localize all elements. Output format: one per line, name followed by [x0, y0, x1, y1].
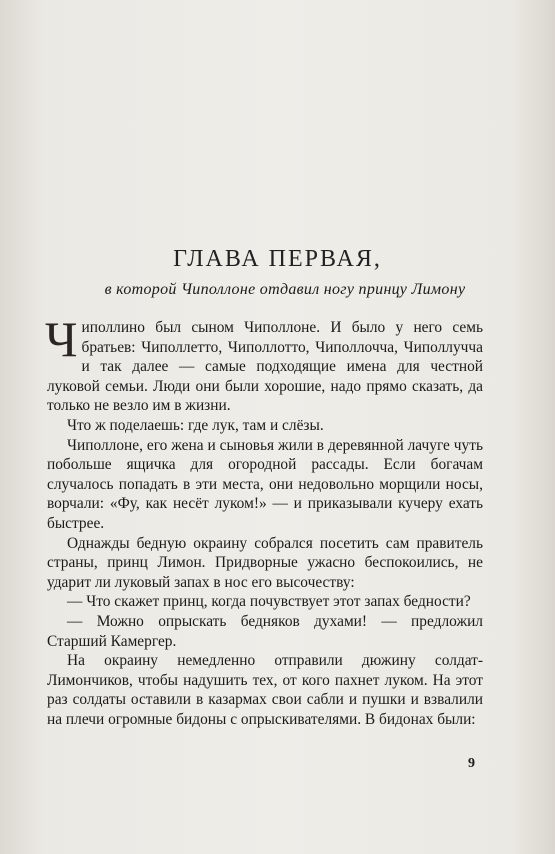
chapter-title: ГЛАВА ПЕРВАЯ,: [173, 246, 382, 272]
paragraph-text: иполлино был сыном Чиполлоне. И было у него семь братьев: Чиполлетто, Чиполлотто, Чиполлочча, Чиполлучча и так далее — самые подходящие имена для честной луковой семьи. Люди они были хорошие, надо прямо сказать, да только не везло им в жизни.: [47, 319, 483, 415]
chapter-body: [45, 311, 483, 729]
paragraph: Однажды бедную окраину собрался посетить сам правитель страны, принц Лимон. Придворные ужасно беспокоились, не ударит ли луковый запах в нос его высочеству:: [47, 534, 483, 591]
page-number: 9: [468, 756, 475, 771]
paragraph: На окраину немедленно отправили дюжину солдат-Лимончиков, чтобы надушить тех, от кого пахнет луком. На этот раз солдаты оставили в казармах свои сабли и пушки и взвалили на плечи огромные бидоны с опрыскивателями. В бидонах были:: [47, 652, 483, 728]
drop-cap: Ч: [45, 311, 78, 367]
chapter-subtitle: в которой Чиполлоне отдавил ногу принцу Лимону: [104, 281, 466, 298]
paragraph: [45, 311, 483, 416]
paragraph: — Можно опрыскать бедняков духами! — предложил Старший Камергер.: [47, 612, 483, 650]
paragraph: Что ж поделаешь: где лук, там и слёзы.: [67, 416, 324, 434]
paragraph: Чиполлоне, его жена и сыновья жили в деревянной лачуге чуть побольше ящичка для огородной рассады. Если богачам случалось попадать в эти места, они недовольно морщили носы, ворчали: «Фу, как несёт луком!» — и приказывали кучеру ехать быстрее.: [47, 436, 483, 532]
paragraph: — Что скажет принц, когда почувствует этот запах бедности?: [67, 593, 471, 611]
